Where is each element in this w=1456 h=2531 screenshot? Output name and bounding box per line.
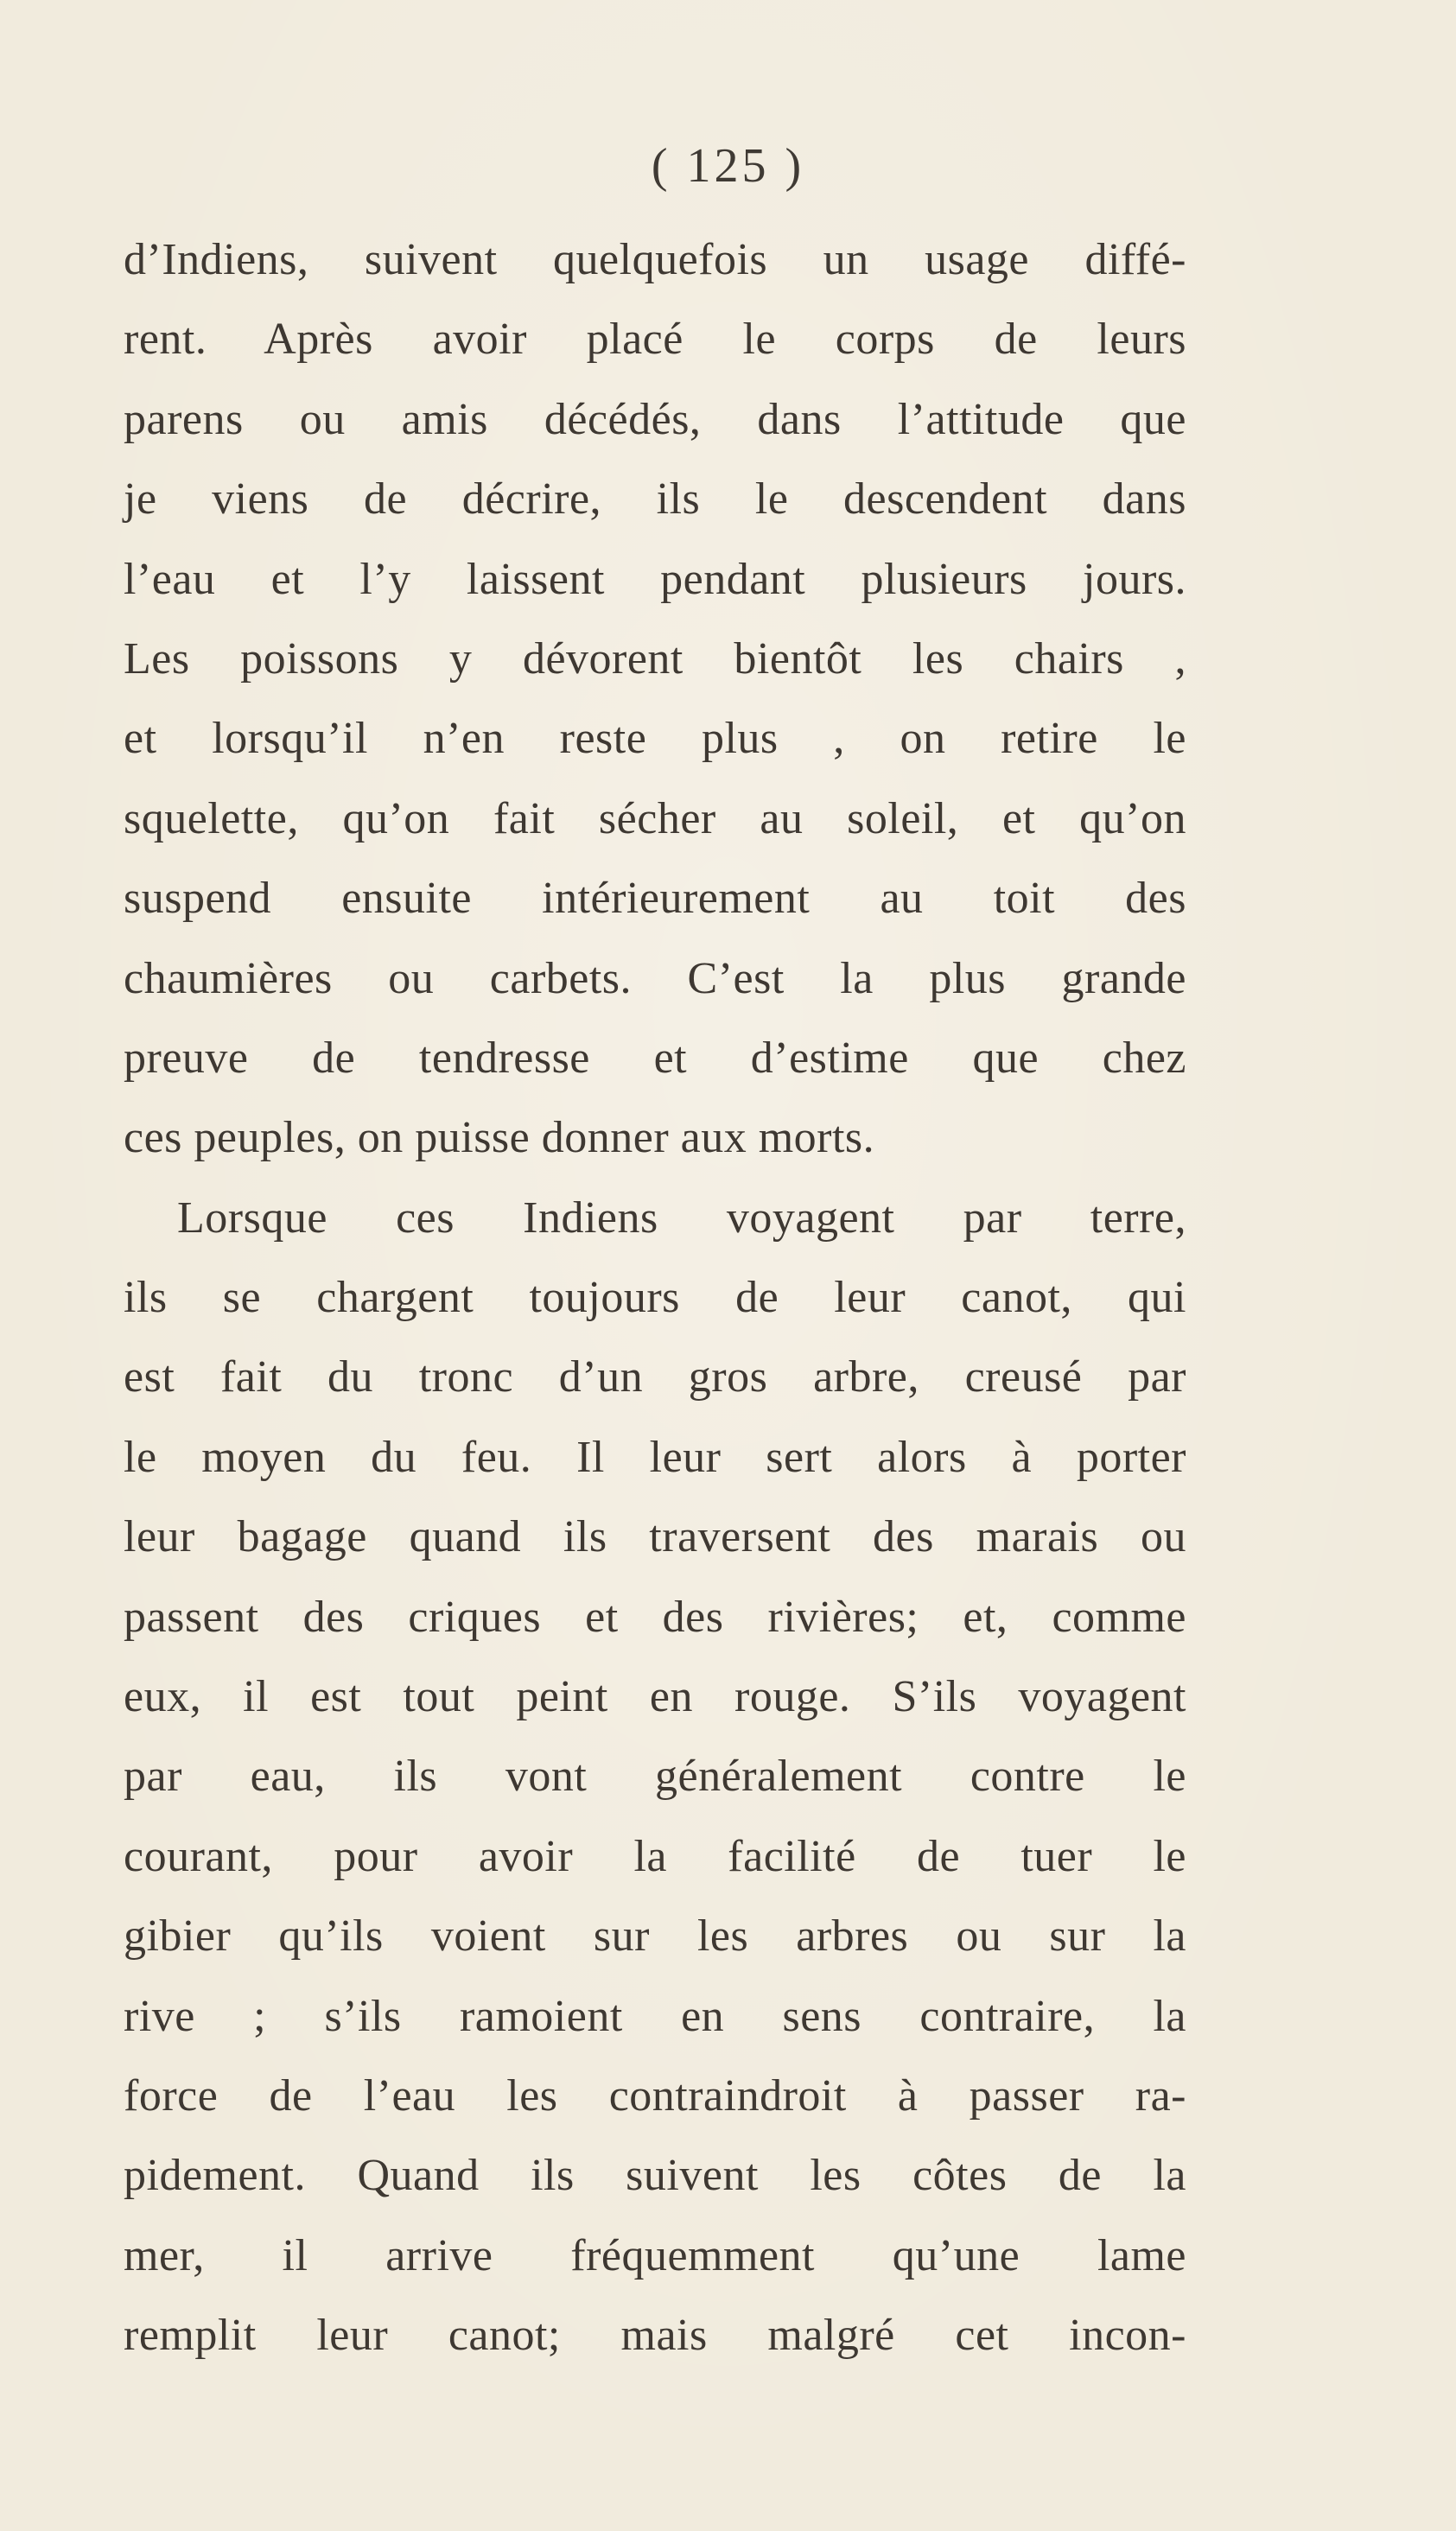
text-line: squelette, qu’on fait sécher au soleil, et qu’on: [124, 793, 1186, 843]
text-line: je viens de décrire, ils le descendent dans: [124, 474, 1186, 525]
text-line: leur bagage quand ils traversent des marais ou: [124, 1512, 1186, 1562]
text-line: courant, pour avoir la facilité de tuer le: [124, 1831, 1186, 1881]
text-line: ces peuples, on puisse donner aux morts.: [124, 1113, 875, 1163]
page-number: ( 125 ): [651, 139, 805, 193]
text-line: rive ; s’ils ramoient en sens contraire, la: [124, 1991, 1186, 2041]
text-line: d’Indiens, suivent quelquefois un usage diffé-: [124, 235, 1186, 284]
text-line: par eau, ils vont généralement contre le: [124, 1752, 1186, 1802]
text-line: l’eau et l’y laissent pendant plusieurs jours.: [124, 554, 1186, 604]
body-text: [124, 220, 1186, 2376]
text-line: rent. Après avoir placé le corps de leurs: [124, 315, 1186, 365]
text-line: et lorsqu’il n’en reste plus , on retire le: [124, 714, 1186, 764]
text-line: remplit leur canot; mais malgré cet incon-: [124, 2311, 1186, 2361]
text-line: le moyen du feu. Il leur sert alors à porter: [124, 1432, 1186, 1482]
text-line: gibier qu’ils voient sur les arbres ou sur la: [124, 1911, 1186, 1962]
text-line: passent des criques et des rivières; et, comme: [124, 1592, 1186, 1642]
text-line: parens ou amis décédés, dans l’attitude que: [124, 394, 1186, 444]
text-line: eux, il est tout peint en rouge. S’ils voyagent: [124, 1672, 1186, 1722]
text-line: preuve de tendresse et d’estime que chez: [124, 1033, 1186, 1083]
paragraph-start-line: Lorsque ces Indiens voyagent par terre,: [177, 1192, 1186, 1243]
text-line: force de l’eau les contraindroit à passer ra-: [124, 2070, 1186, 2121]
text-line: pidement. Quand ils suivent les côtes de la: [124, 2151, 1186, 2201]
text-line: chaumières ou carbets. C’est la plus grande: [124, 953, 1186, 1003]
text-line: Les poissons y dévorent bientôt les chairs ,: [124, 633, 1186, 684]
text-line: ils se chargent toujours de leur canot, qui: [124, 1273, 1186, 1323]
text-line: suspend ensuite intérieurement au toit des: [124, 874, 1186, 924]
text-line: est fait du tronc d’un gros arbre, creusé par: [124, 1352, 1186, 1402]
text-line: mer, il arrive fréquemment qu’une lame: [124, 2230, 1186, 2280]
